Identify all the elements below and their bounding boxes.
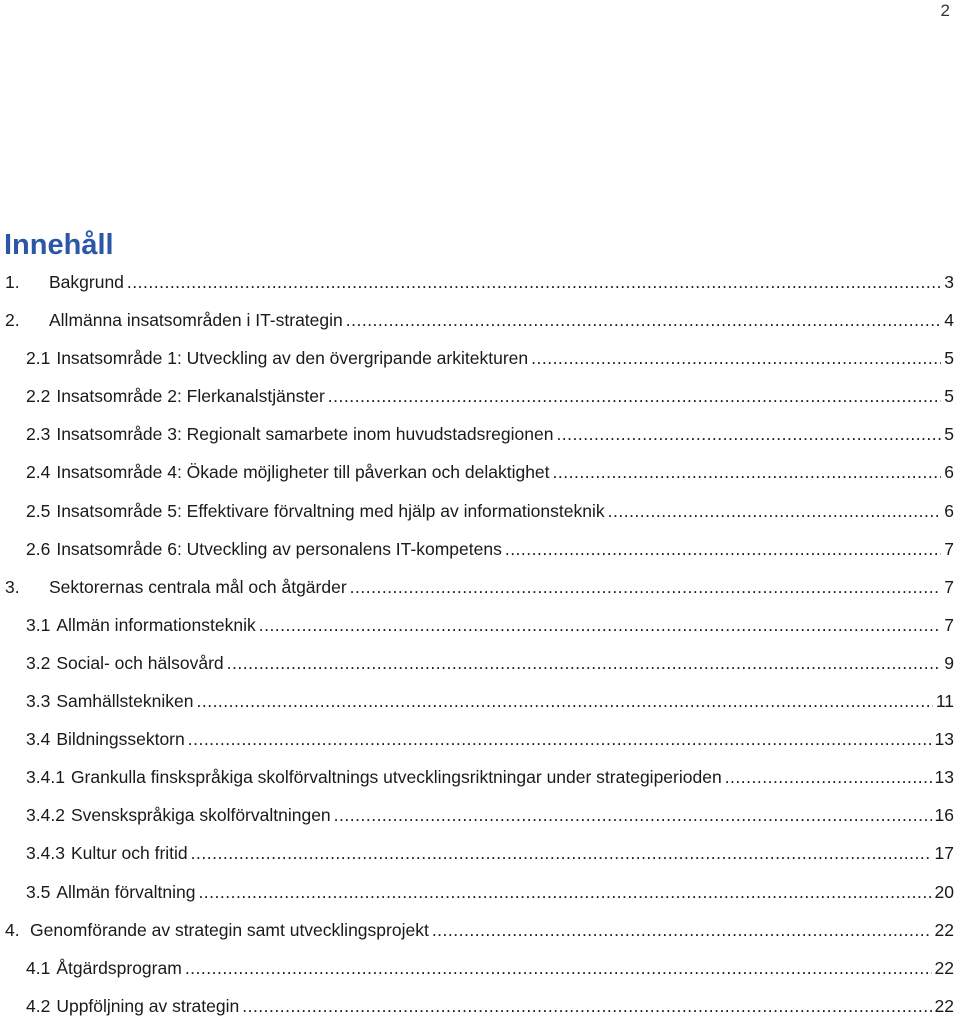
toc-entry-text: Bakgrund bbox=[49, 272, 124, 292]
toc-entry[interactable] bbox=[0, 531, 960, 569]
toc-entry-text: Allmän informationsteknik bbox=[56, 614, 256, 635]
toc-entry-text: Insatsområde 3: Regionalt samarbete inom huvudstadsregionen bbox=[56, 424, 554, 445]
toc-entry-page: 7 bbox=[944, 538, 954, 559]
table-of-contents bbox=[0, 264, 960, 1026]
toc-entry-number: 3.4.1 bbox=[26, 767, 65, 788]
toc-entry-number: 2.6 bbox=[26, 538, 51, 559]
toc-entry[interactable] bbox=[0, 569, 960, 607]
dot-leader bbox=[191, 841, 932, 865]
toc-entry-page: 5 bbox=[944, 424, 954, 445]
toc-entry-number: 2. bbox=[5, 310, 20, 331]
toc-entry-page: 6 bbox=[944, 462, 954, 483]
toc-entry[interactable] bbox=[0, 874, 960, 912]
dot-leader bbox=[725, 765, 932, 789]
dot-leader bbox=[432, 918, 932, 942]
dot-leader bbox=[259, 613, 942, 637]
toc-entry-page: 17 bbox=[934, 843, 954, 864]
toc-entry[interactable] bbox=[0, 835, 960, 873]
toc-entry[interactable] bbox=[0, 988, 960, 1026]
toc-entry-text: Insatsområde 5: Effektivare förvaltning med hjälp av informationsteknik bbox=[56, 500, 605, 521]
toc-entry-page: 20 bbox=[934, 881, 954, 902]
dot-leader bbox=[198, 880, 931, 904]
dot-leader bbox=[608, 499, 942, 523]
dot-leader bbox=[185, 956, 932, 980]
toc-entry-text: Grankulla finskspråkiga skolförvaltnings utvecklingsriktningar under strategiperioden bbox=[70, 767, 722, 788]
toc-entry-text: Allmän förvaltning bbox=[56, 881, 196, 902]
toc-entry-page: 22 bbox=[934, 957, 954, 978]
toc-entry-number: 3.4 bbox=[26, 729, 51, 750]
toc-entry[interactable] bbox=[0, 264, 960, 302]
toc-entry[interactable] bbox=[0, 759, 960, 797]
toc-entry-text: Insatsområde 1: Utveckling av den övergripande arkitekturen bbox=[56, 348, 529, 369]
toc-entry-page: 5 bbox=[944, 348, 954, 369]
toc-entry-text: Samhällstekniken bbox=[56, 691, 194, 712]
dot-leader bbox=[334, 803, 932, 827]
dot-leader bbox=[553, 460, 942, 484]
toc-entry[interactable] bbox=[0, 493, 960, 531]
dot-leader bbox=[556, 422, 941, 446]
toc-entry-page: 13 bbox=[934, 729, 954, 750]
toc-entry-number: 2.1 bbox=[26, 348, 51, 369]
toc-entry-page: 5 bbox=[944, 386, 954, 407]
toc-entry-number: 3.2 bbox=[26, 652, 51, 673]
dot-leader bbox=[127, 270, 941, 294]
dot-leader bbox=[346, 308, 942, 332]
toc-entry-page: 6 bbox=[944, 500, 954, 521]
toc-entry-page: 9 bbox=[944, 652, 954, 673]
toc-entry[interactable] bbox=[0, 340, 960, 378]
toc-entry-text: Åtgärdsprogram bbox=[56, 957, 182, 978]
toc-entry-text: Insatsområde 6: Utveckling av personalens IT-kompetens bbox=[56, 538, 502, 559]
page-number: 2 bbox=[940, 1, 950, 20]
toc-entry-text: Svenskspråkiga skolförvaltningen bbox=[70, 805, 331, 826]
toc-entry[interactable] bbox=[0, 645, 960, 683]
dot-leader bbox=[242, 994, 931, 1018]
toc-entry-number: 3. bbox=[5, 576, 20, 597]
dot-leader bbox=[227, 651, 942, 675]
toc-entry-number: 4. bbox=[5, 919, 20, 940]
toc-entry-number: 4.1 bbox=[26, 957, 51, 978]
dot-leader bbox=[505, 537, 941, 561]
dot-leader bbox=[328, 384, 941, 408]
toc-entry-number: 3.3 bbox=[26, 691, 51, 712]
toc-entry-page: 3 bbox=[944, 272, 954, 292]
toc-entry-number: 2.4 bbox=[26, 462, 51, 483]
toc-entry-number: 3.1 bbox=[26, 614, 51, 635]
toc-entry-text: Sektorernas centrala mål och åtgärder bbox=[49, 576, 347, 597]
toc-entry-number: 3.4.3 bbox=[26, 843, 65, 864]
toc-entry-number: 4.2 bbox=[26, 995, 51, 1016]
toc-entry-page: 13 bbox=[934, 767, 954, 788]
toc-entry[interactable] bbox=[0, 302, 960, 340]
toc-entry-number: 1. bbox=[5, 272, 20, 292]
toc-entry-number: 2.3 bbox=[26, 424, 51, 445]
toc-entry-page: 22 bbox=[934, 995, 954, 1016]
toc-entry-page: 11 bbox=[935, 691, 954, 712]
dot-leader bbox=[196, 689, 932, 713]
toc-entry-number: 2.2 bbox=[26, 386, 51, 407]
toc-entry-number: 3.4.2 bbox=[26, 805, 65, 826]
toc-entry-text: Insatsområde 4: Ökade möjligheter till påverkan och delaktighet bbox=[56, 462, 550, 483]
toc-entry[interactable] bbox=[0, 378, 960, 416]
toc-entry-page: 7 bbox=[944, 576, 954, 597]
dot-leader bbox=[350, 575, 942, 599]
toc-entry-text: Genomförande av strategin samt utvecklingsprojekt bbox=[30, 919, 429, 940]
toc-entry[interactable] bbox=[0, 912, 960, 950]
toc-entry-text: Allmänna insatsområden i IT-strategin bbox=[49, 310, 343, 331]
toc-entry-number: 2.5 bbox=[26, 500, 51, 521]
toc-entry[interactable] bbox=[0, 950, 960, 988]
toc-entry-page: 7 bbox=[944, 614, 954, 635]
toc-entry-text: Social- och hälsovård bbox=[56, 652, 224, 673]
toc-entry[interactable] bbox=[0, 607, 960, 645]
toc-title: Innehåll bbox=[4, 229, 114, 261]
toc-entry[interactable] bbox=[0, 683, 960, 721]
toc-entry-page: 16 bbox=[934, 805, 954, 826]
toc-entry-text: Insatsområde 2: Flerkanalstjänster bbox=[56, 386, 325, 407]
toc-entry-text: Uppföljning av strategin bbox=[56, 995, 240, 1016]
toc-entry[interactable] bbox=[0, 797, 960, 835]
toc-entry[interactable] bbox=[0, 721, 960, 759]
dot-leader bbox=[531, 346, 941, 370]
dot-leader bbox=[188, 727, 932, 751]
toc-entry-text: Kultur och fritid bbox=[70, 843, 188, 864]
toc-entry-number: 3.5 bbox=[26, 881, 51, 902]
toc-entry-page: 4 bbox=[944, 310, 954, 331]
toc-entry[interactable] bbox=[0, 416, 960, 454]
toc-entry-page: 22 bbox=[934, 919, 954, 940]
toc-entry[interactable] bbox=[0, 454, 960, 492]
toc-entry-text: Bildningssektorn bbox=[56, 729, 185, 750]
